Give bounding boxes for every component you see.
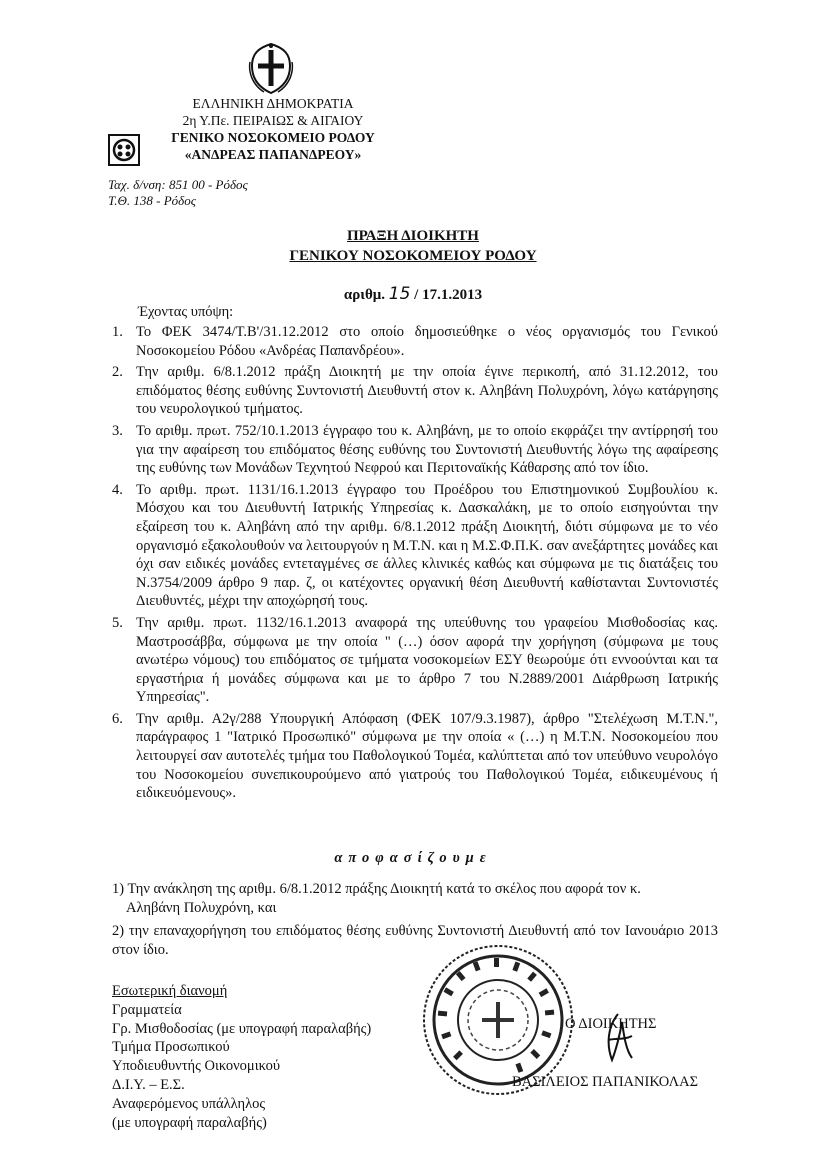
list-item: (με υπογραφή παραλαβής): [112, 1114, 267, 1131]
document-title: ΠΡΑΞΗ ΔΙΟΙΚΗΤΗ: [347, 228, 479, 244]
distribution-list: [112, 982, 371, 1132]
act-number-prefix: αριθμ.: [343, 287, 386, 303]
list-item: Τμήμα Προσωπικού: [112, 1039, 230, 1056]
decision-1-line-2: Αληβάνη Πολυχρόνη, και: [126, 899, 277, 916]
decision-heading: αποφασίζουμε: [334, 850, 492, 866]
item-text: Το ΦΕΚ 3474/Τ.Β'/31.12.2012 στο οποίο δημοσιεύθηκε ο νέος οργανισμός του Γενικού Νοσοκομείου Ρόδου «Ανδρέας Παπανδρέου».: [136, 324, 718, 359]
list-item: Γραμματεία: [112, 1001, 182, 1018]
document-subtitle: ΓΕΝΙΚΟΥ ΝΟΣΟΚΟΜΕΙΟΥ ΡΟΔΟΥ: [289, 248, 537, 264]
decision-1-line-1: 1) Την ανάκληση της αριθμ. 6/8.1.2012 πράξης Διοικητή κατά το σκέλος που αφορά τον κ.: [112, 881, 641, 897]
item-text: Το αριθμ. πρωτ. 1131/16.1.2013 έγγραφο του Προέδρου του Επιστημονικού Συμβουλίου κ. Μόσχου και του Διευθυντή Ιατρικής Υπηρεσίας κ. Δασκαλάκη, με το οποίο εισηγούνται την εξαίρεση του κ. Αληβάνη από την αριθμ. 6/8.1.2012 πράξη Διοικητή, διότι σύμφωνα με το νέο οργανισμό εξακολουθούν να λειτουργούν η Μ.Τ.Ν. και η Μ.Σ.Φ.Π.Κ. σαν ανεξάρτητες μονάδες και όχι σαν ειδικές μονάδες εντεταγμένες σε άλλες κλινικές καθώς και σύμφωνα με τις διατάξεις του Ν.3754/2009 άρθρο 9 παρ. ζ, οι κατέχοντες οργανική θέση Διευθυντή καθίστανται Συντονιστές Διευθυντές, μέχρι την αποχώρησή τους.: [136, 481, 719, 610]
item-text: Την αριθμ. 6/8.1.2012 πράξη Διοικητή με την οποία έγινε περικοπή, από 31.12.2012, του επιδόματος θέσης ευθύνης Συντονιστή Διευθυντή στον κ. Αληβάνη Πολυχρόνη, λόγω κατάργησης του νευρολογικού τμήματος.: [136, 364, 718, 418]
list-item: [112, 614, 718, 707]
item-number: 1.: [112, 324, 123, 340]
list-item: [112, 422, 718, 478]
list-item: [112, 710, 718, 803]
item-number: 4.: [112, 481, 123, 498]
list-item: [112, 323, 718, 360]
list-item: Υποδιευθυντής Οικονομικού: [112, 1058, 281, 1075]
decision-2: 2) την επαναχορήγηση του επιδόματος θέσης ευθύνης Συντονιστή Διευθυντή από τον Ιανουάριο 2013 στον ίδιο.: [112, 923, 718, 958]
greek-coat-of-arms-icon: [246, 40, 296, 96]
signatory-title: Ο ΔΙΟΙΚΗΤΗΣ: [565, 1016, 657, 1032]
considerations-list: [112, 323, 718, 806]
header-hospital: ΓΕΝΙΚΟ ΝΟΣΟΚΟΜΕΙΟ ΡΟΔΟΥ: [171, 130, 375, 145]
act-number-date: / 17.1.2013: [414, 287, 483, 303]
distribution-heading: Εσωτερική διανομή: [112, 983, 228, 999]
considerations-intro: Έχοντας υπόψη:: [138, 304, 234, 320]
item-number: 6.: [112, 710, 123, 727]
list-item: [112, 481, 718, 611]
header-country: ΕΛΛΗΝΙΚΗ ΔΗΜΟΚΡΑΤΙΑ: [192, 96, 354, 111]
header-region: 2η Υ.Πε. ΠΕΙΡΑΙΩΣ & ΑΙΓΑΙΟΥ: [182, 113, 364, 128]
item-number: 3.: [112, 422, 123, 439]
address-street: Ταχ. δ/νση: 851 00 - Ρόδος: [108, 177, 248, 192]
item-number: 2.: [112, 364, 123, 381]
act-number: [0, 284, 826, 304]
address-pobox: Τ.Θ. 138 - Ρόδος: [108, 193, 196, 208]
item-text: Την αριθμ. Α2γ/288 Υπουργική Απόφαση (ΦΕΚ 107/9.3.1987), άρθρο "Στελέχωση Μ.Τ.Ν.", παράγραφος 1 "Ιατρικό Προσωπικό" σύμφωνα με την οποία « (…) η Μ.Τ.Ν. Νοσοκομείου που λειτουργεί σαν αυτοτελές τμήμα του Παθολογικού Τομέα, καλύπτεται από τον υπεύθυνο νευρολόγο του Νοσοκομείου συνεπικουρούμενο από γιατρούς του Παθολογικού Τομέα, ειδικευμένους ή ειδικευόμενους».: [136, 710, 718, 802]
list-item: [112, 363, 718, 419]
list-item: Αναφερόμενος υπάλληλος: [112, 1095, 266, 1112]
header-hospital-name: «ΑΝΔΡΕΑΣ ΠΑΠΑΝΔΡΕΟΥ»: [184, 147, 362, 162]
address-block: [108, 177, 248, 209]
institution-header: [150, 95, 396, 163]
item-number: 5.: [112, 614, 123, 631]
hospital-logo-icon: [108, 134, 140, 166]
decision-1: [112, 880, 718, 917]
item-text: Την αριθμ. πρωτ. 1132/16.1.2013 αναφορά της υπεύθυνης του γραφείου Μισθοδοσίας κας. Μαστροσάββα, σύμφωνα με την οποία " (…) όσον αφορά την χορήγηση (σύμφωνα με τους ανωτέρω νόμους) του επιδόματος σε τμήματα νοσοκομείων ΕΣΥ θεωρούμε ότι εννοούνται και τα εργαστήρια ή μονάδες σύμφωνα και με το άρθρο 7 του Ν.2889/2001 Διάρθρωση Ιατρικής Υπηρεσίας".: [136, 614, 718, 706]
item-text: Το αριθμ. πρωτ. 752/10.1.2013 έγγραφο του κ. Αληβάνη, με το οποίο εκφράζει την αντίρρησή του για την αφαίρεση του επιδόματος θέσης ευθύνης του Συντονιστή Διευθυντής λόγω της αφαίρεσης της ευθύνης των Μονάδων Τεχνητού Νεφρού και Περιτοναϊκής Κάθαρσης από τον ίδιο.: [136, 422, 718, 477]
signatory-name: ΒΑΣΙΛΕΙΟΣ ΠΑΠΑΝΙΚΟΛΑΣ: [512, 1074, 699, 1090]
list-item: Γρ. Μισθοδοσίας (με υπογραφή παραλαβής): [112, 1020, 372, 1037]
act-number-handwritten: 15: [388, 284, 411, 304]
list-item: Δ.Ι.Υ. – Ε.Σ.: [112, 1076, 185, 1093]
